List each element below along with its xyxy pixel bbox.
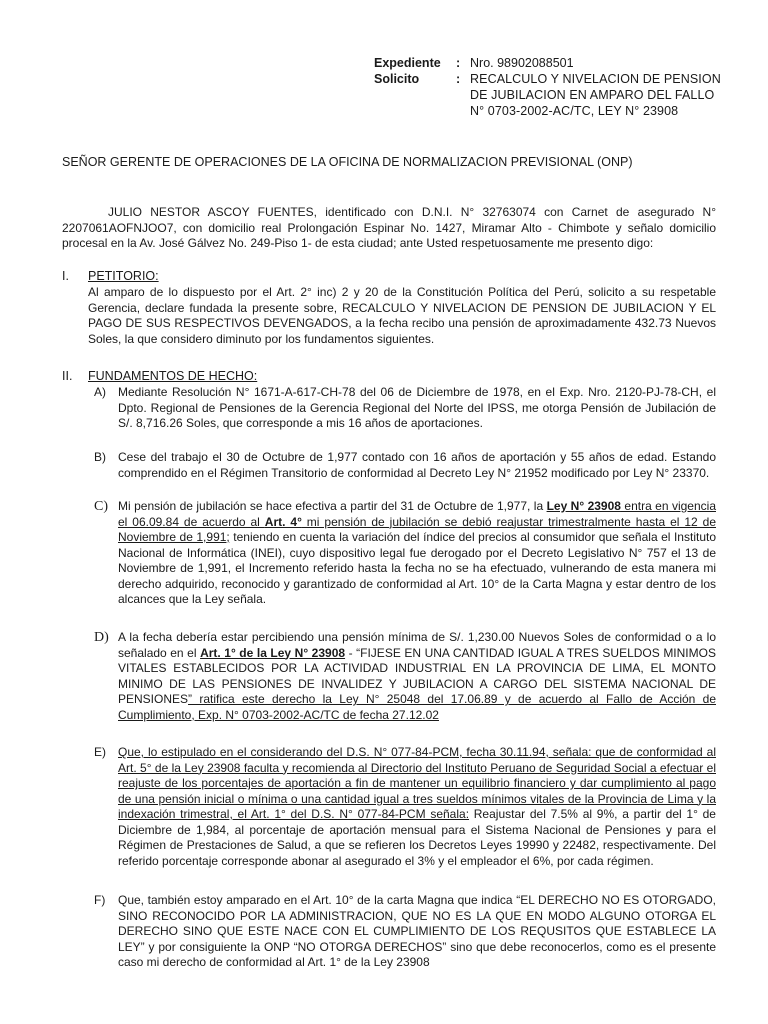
- item-text-part: Reajustar del 7.5% al 9%, a partir del 1° de Diciembre de 1,984,: [118, 807, 716, 837]
- list-item-f: [94, 893, 716, 971]
- solicito-label: Solicito: [374, 72, 420, 86]
- list-item-e: [94, 745, 716, 869]
- item-text: [118, 499, 716, 608]
- section-petitorio-heading: [62, 268, 159, 284]
- item-text: Mediante Resolución N° 1671-A-617-CH-78 del 06 de Diciembre de 1978, en el Exp. Nro. 2120-PJ-78-CH, el Dpto. Regional de Pensiones de la Gerencia Regional del Norte del IPSS, me otorga Pensión de Jubilación de S/. 8,716.26 Soles, que corresponde a mis 16 años de aportaciones.: [118, 385, 716, 430]
- expediente-value: Nro. 98902088501: [470, 56, 574, 70]
- item-text-part: Mi pensión de jubilación se hace efectiva a partir del 31 de Octubre de 1,977, la: [118, 499, 547, 513]
- item-text-part: - “FIJESE EN UNA CANTIDAD IGUAL A TRES SUELDOS MINIMOS VITALES ESTABLECIDOS POR LA ACTIVIDAD INDUSTRIAL EN LA PROVINCIA DE LIMA, EL MONTO MINIMO DE LAS PENSIONES DE INVALIDEZ Y JUBILACION A CARGO DEL SISTEMA NACIONAL DE PENSIONES: [118, 645, 716, 706]
- item-letter: F): [94, 893, 106, 907]
- solicito-value: RECALCULO Y NIVELACION DE PENSION DE JUBILACION EN AMPARO DEL FALLO N° 0703-2002-AC/TC, LEY N° 23908: [470, 72, 721, 118]
- law-reference: Ley N° 23908: [546, 499, 621, 513]
- article-reference: Art. 4°: [264, 514, 302, 529]
- item-text-part: entra en vigencia el 06.09.84 de acuerdo al: [118, 499, 716, 529]
- item-text-part: teniendo en cuenta la variación del índice del precios al consumidor que señala el Instituto Nacional de Informática (INEI), cuyo dispositivo legal fue derogado por el Decreto Legislativo N° 757 el 13 de Noviembre de 1,991, el Incremento referido hasta la fecha no se ha efectuado, vulnerando de esta manera mi derecho adquirido, reconocido y garantizado de conformidad al Art. 10° de la Carta Magna y estar dentro de los alcances que la Ley señala.: [118, 530, 716, 606]
- petitorio-text: Al amparo de lo dispuesto por el Art. 2° inc) 2 y 20 de la Constitución Política del Perú, solicito a su respetable Gerencia, declare fundada la presente sobre, RECALCULO Y NIVELACION DE PENSION DE JUBILACION Y EL PAGO DE SUS RESPECTIVOS DEVENGADOS, a la fecha recibo una pensión de aproximadamente 432.73 Nuevos Soles, la que considero diminuto por los fundamentos siguientes.: [88, 285, 716, 346]
- item-text: Cese del trabajo el 30 de Octubre de 1,977 contado con 16 años de aportación y 55 años de edad. Estando comprendido en el Régimen Transitorio de conformidad al Decreto Ley N° 21952 modificado por Ley N° 23370.: [118, 450, 716, 480]
- case-header: [374, 55, 724, 119]
- item-text: [118, 630, 716, 723]
- solicito-row: [374, 71, 724, 119]
- addressee: SEÑOR GERENTE DE OPERACIONES DE LA OFICINA DE NORMALIZACION PREVISIONAL (ONP): [62, 155, 633, 169]
- expediente-colon: :: [456, 56, 461, 70]
- section-title: PETITORIO:: [88, 269, 159, 283]
- item-letter: C): [94, 499, 108, 514]
- item-letter: E): [94, 745, 106, 759]
- section-number: II.: [62, 369, 73, 383]
- item-letter: B): [94, 450, 106, 464]
- section-title: FUNDAMENTOS DE HECHO:: [88, 369, 258, 383]
- item-letter: A): [94, 385, 106, 399]
- law-reference: Art. 1° de la Ley N° 23908: [200, 645, 346, 660]
- item-letter: D): [94, 630, 109, 645]
- intro-paragraph: [62, 205, 716, 252]
- item-text: Que, también estoy amparado en el Art. 10° de la carta Magna que indica “EL DERECHO NO ES OTORGADO, SINO RECONOCIDO POR LA ADMINISTRACION, QUE NO ES LA QUE EN MODO ALGUNO OTORGA EL DERECHO SINO QUE ESTE NACE CON EL CUMPLIMIENTO DE LOS REQUSITOS QUE ESTABLECE LA LEY” y por consiguiente la ONP “NO OTORGA DERECHOS” sino que debe reconocerlos, como es el presente caso mi derecho de conformidad al Art. 1° de la Ley 23908: [118, 893, 716, 969]
- intro-text: JULIO NESTOR ASCOY FUENTES, identificado con D.N.I. N° 32763074 con Carnet de asegurado N° 2207061AOFNJOO7, con domicilio real Prolongación Espinar No. 1427, Miramar Alto - Chimbote y señalo domicilio procesal en la Av. José Gálvez No. 249-Piso 1- de esta ciudad; ante Usted respetuosamente me presento digo:: [62, 205, 716, 250]
- solicito-colon: :: [456, 72, 461, 86]
- petitorio-body: [88, 285, 716, 347]
- list-item-a: [94, 385, 716, 432]
- list-item-b: [94, 450, 716, 481]
- item-text-part: al porcentaje de aportación mensual para el Sistema Nacional de Pensiones y para el Régimen de Prestaciones de Salud, a que se refieren los Decretos Leyes 19990 y 22482, respectivamente. Del referido porcentaje corresponde abonar al asegurado el 3% y el empleador el 6%, por cada régimen.: [118, 822, 716, 868]
- item-text-part: ” ratifica este derecho la Ley N° 25048 del 17.06.89 y de acuerdo al Fallo de Acción de Cumplimiento, Exp. N° 0703-2002-AC/TC de fecha 27.12.02: [118, 692, 716, 722]
- item-text: [118, 745, 716, 869]
- list-item-c: [94, 499, 716, 608]
- item-text-part: Que, lo estipulado en el considerando del D.S. N° 077-84-PCM, fecha 30.11.94, señala: que de conformidad al Art. 5° de la Ley 23908 faculta y recomienda al Directorio del Instituto Peruano de Seguridad Social a efectuar el reajuste de los porcentajes de aportación a fin de mantener un equilibrio financiero y dar cumplimiento al pago de una pensión inicial o mínima o una cantidad igual a tres sueldos mínimos vitales de la Provincia de Lima y la indexación trimestral, el Art. 1° del D.S. N° 077-84-PCM señala:: [118, 745, 716, 821]
- item-text-part: mi pensión de jubilación se debió reajustar trimestralmente hasta el 12 de Noviembre de 1,991;: [118, 514, 716, 544]
- item-text-part: A la fecha debería estar percibiendo una pensión mínima de S/. 1,230.00 Nuevos Soles de conformidad o a lo señalado en el: [118, 630, 716, 660]
- list-item-d: [94, 630, 716, 723]
- section-number: I.: [62, 269, 69, 283]
- expediente-row: [374, 55, 724, 71]
- expediente-label: Expediente: [374, 56, 441, 70]
- section-fundamentos-heading: [62, 368, 257, 384]
